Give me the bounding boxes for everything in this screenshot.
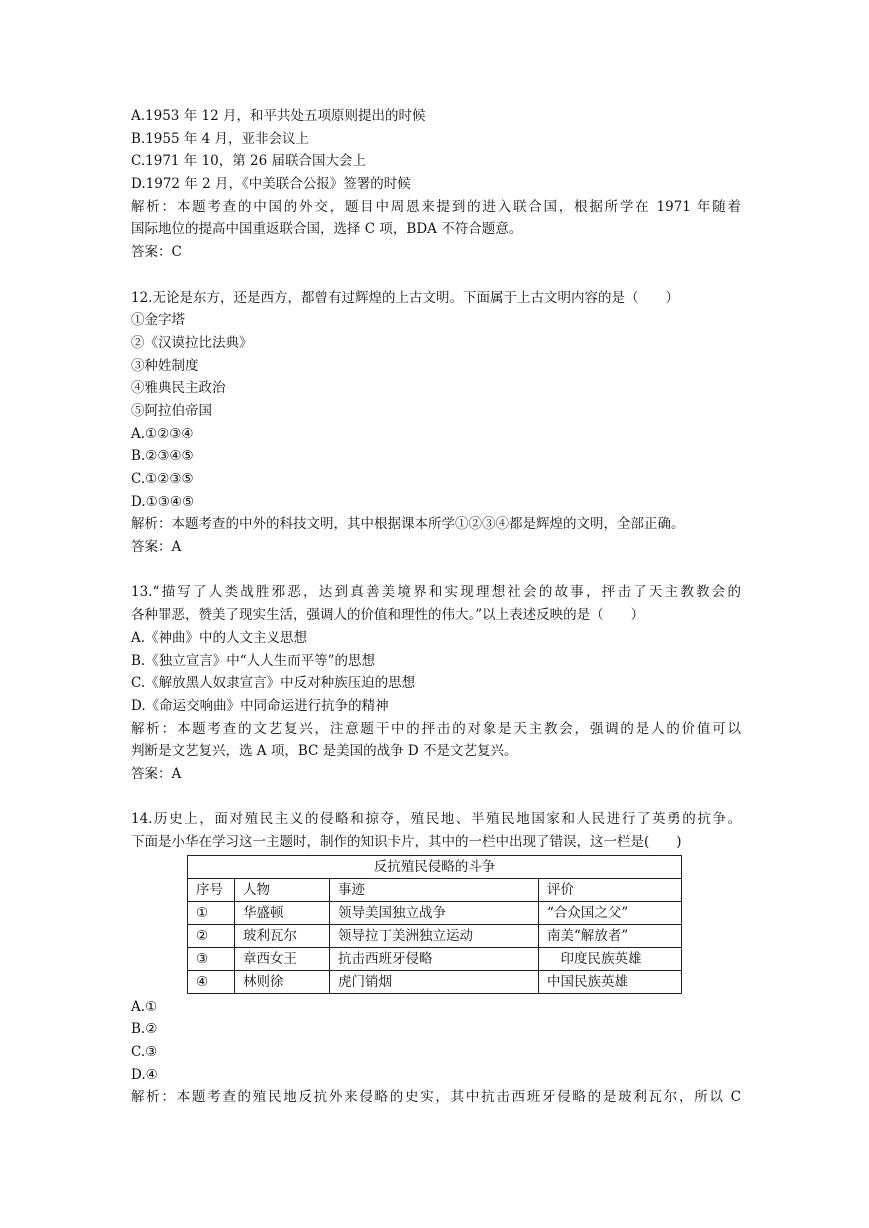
option-c: C.①②③⑤ <box>131 471 194 487</box>
column-header: 事迹 <box>330 878 539 901</box>
analysis-text: 解析：本题考查的中国的外交，题目中周恩来提到的进入联合国，根据所学在 1971 年随着 <box>131 198 741 215</box>
table-cell: 中国民族英雄 <box>539 970 682 993</box>
table-cell: 抗击西班牙侵略 <box>330 947 539 970</box>
table-cell: 领导美国独立战争 <box>330 901 539 924</box>
table-cell: 章西女王 <box>235 947 330 970</box>
table-row <box>188 924 682 947</box>
table-cell: ④ <box>188 970 235 993</box>
option-b: B.1955 年 4 月，亚非会议上 <box>131 130 310 147</box>
table-caption-row <box>188 855 682 878</box>
knowledge-card-table <box>187 855 682 994</box>
table-row <box>188 970 682 993</box>
question-stem: 14.历史上，面对殖民主义的侵略和掠夺，殖民地、半殖民地国家和人民进行了英勇的抗争。 <box>131 811 741 828</box>
analysis-text: 解析：本题考查的文艺复兴，注意题干中的抨击的对象是天主教会，强调的是人的价值可以 <box>131 720 741 737</box>
analysis-text: 判断是文艺复兴，选 A 项，BC 是美国的战争 D 不是文艺复兴。 <box>131 743 518 760</box>
table-caption: 反抗殖民侵略的斗争 <box>188 855 682 878</box>
list-item: ⑤阿拉伯帝国 <box>131 402 212 419</box>
answer-text: 答案：A <box>131 765 182 782</box>
table-cell: “合众国之父” <box>539 901 682 924</box>
question-13 <box>131 581 741 785</box>
table-cell: 虎门销烟 <box>330 970 539 993</box>
option-c: C.1971 年 10，第 26 届联合国大会上 <box>131 153 367 170</box>
list-item: ①金字塔 <box>131 312 185 329</box>
question-stem: 下面是小华在学习这一主题时，制作的知识卡片，其中的一栏中出现了错误，这一栏是( ) <box>131 834 682 850</box>
analysis-text: 国际地位的提高中国重返联合国，选择 C 项，BDA 不符合题意。 <box>131 221 523 238</box>
list-item: ④雅典民主政治 <box>131 380 226 397</box>
question-12 <box>131 287 741 559</box>
question-14 <box>131 808 741 1109</box>
analysis-text: 解析：本题考查的殖民地反抗外来侵略的史实，其中抗击西班牙侵略的是玻利瓦尔，所以 C <box>131 1089 741 1106</box>
table-cell: 领导拉丁美洲独立运动 <box>330 924 539 947</box>
option-c: C.③ <box>131 1044 158 1061</box>
analysis-text: 解析：本题考查的中外的科技文明，其中根据课本所学①②③④都是辉煌的文明，全部正确。 <box>131 516 685 533</box>
table-cell: 华盛顿 <box>235 901 330 924</box>
option-d: D.①③④⑤ <box>131 493 195 510</box>
column-header: 人物 <box>235 878 330 901</box>
table-cell: ① <box>188 901 235 924</box>
table-row <box>188 901 682 924</box>
question-stem: 12.无论是东方，还是西方，都曾有过辉煌的上古文明。下面属于上古文明内容的是（ ） <box>131 289 679 306</box>
table-cell: 印度民族英雄 <box>539 947 682 970</box>
column-header: 序号 <box>188 878 235 901</box>
option-b: B.②③④⑤ <box>131 448 194 465</box>
table-cell: ② <box>188 924 235 947</box>
table-header-row <box>188 878 682 901</box>
option-a: A.① <box>131 998 158 1015</box>
option-a: A.1953 年 12 月，和平共处五项原则提出的时候 <box>131 108 426 124</box>
option-b: B.② <box>131 1021 158 1038</box>
table-cell: 林则徐 <box>235 970 330 993</box>
question-stem: 13.“描写了人类战胜邪恶，达到真善美境界和实现理想社会的故事，抨击了天主教教会的 <box>131 584 741 601</box>
table-cell: 玻利瓦尔 <box>235 924 330 947</box>
option-b: B.《独立宣言》中“人人生而平等”的思想 <box>131 652 376 669</box>
answer-text: 答案：C <box>131 244 182 261</box>
option-c: C.《解放黑人奴隶宣言》中反对种族压迫的思想 <box>131 675 416 692</box>
table-row <box>188 947 682 970</box>
option-d: D.④ <box>131 1066 158 1083</box>
option-d: D.1972 年 2 月，《中美联合公报》签署的时候 <box>131 176 411 193</box>
list-item: ②《汉谟拉比法典》 <box>131 334 253 351</box>
option-a: A.①②③④ <box>131 425 194 442</box>
column-header: 评价 <box>539 878 682 901</box>
option-a: A.《神曲》中的人文主义思想 <box>131 629 308 646</box>
table-cell: 南美“解放者” <box>539 924 682 947</box>
answer-text: 答案：A <box>131 539 182 556</box>
question-stem: 各种罪恶，赞美了现实生活，强调人的价值和理性的伟大。”以上表述反映的是（ ） <box>131 607 645 624</box>
question-11-tail <box>131 105 741 264</box>
option-d: D.《命运交响曲》中同命运进行抗争的精神 <box>131 697 389 714</box>
exam-content <box>131 105 741 1109</box>
table-cell: ③ <box>188 947 235 970</box>
list-item: ③种姓制度 <box>131 357 199 374</box>
